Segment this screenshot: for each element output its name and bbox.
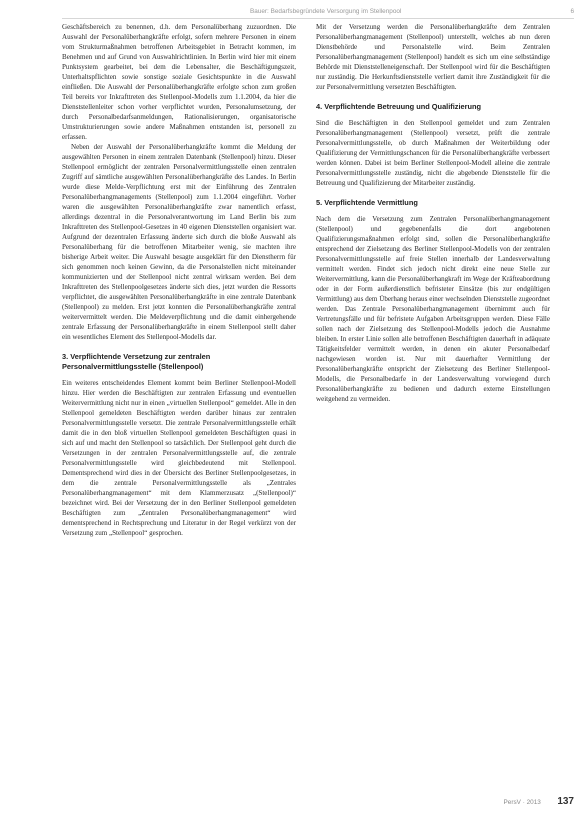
paragraph: Nach dem die Versetzung zum Zentralen Personalüberhangmanagement (Stellenpool) und gegebenenfalls die dort angebotenen Qualifizierungsmaßnahmen erfolgt sind, sollen die Personalüberhangkräfte entsprechend der Zielsetzung des Berliner Stellenpool-Modells von der zentralen Personalvermittlungsstelle auf freie Stellen innerhalb der Landesverwaltung vermittelt werden. Findet sich jedoch nicht direkt eine neue Stelle zur Weitervermittlung, kann die Personalüberhangkraft im Wege der Kräfteabordnung oder in der Form außerdienstlich befristeter Einsätze (bis zur endgültigen Vermittlung) aus dem Überhang heraus einer wechselnden Dienststelle zugeordnet werden. Das Zentrale Personalüberhangmanagement übernimmt auch für Vertretungsfälle und für befristete Aufgaben Arbeitsgruppen werden. Diese Fälle sollen nach der Zielsetzung des Stellenpool-Modells jedoch die Ausnahme bleiben. In erster Linie sollen alle betroffenen Beschäftigten dauerhaft in adäquate Tätigkeitsfelder vermittelt werden, in denen ein akuter Personalbedarf nachgewiesen worden ist. Nur mit dauerhafter Vermittlung der Personalüberhangkräfte entspricht der Zielsetzung des Berliner Stellenpool-Modells, die Personalbedarfe in der Landesverwaltung vorwiegend durch Personalüberhangkräfte zu bedienen und dadurch externe Einstellungen weitgehend zu vermeiden. [316, 215, 550, 403]
paragraph: Geschäftsbereich zu benennen, d.h. dem Personalüberhang zuzuordnen. Die Auswahl der Personalüberhangkräfte erfolgt, sofern mehrere Personen in einem vom Strukturmaßnahmen betroffenen Arbeitsgebiet in Betracht kommen, im Benehmen und auf Grund von Auswahlrichtlinien. In Berlin wird hier mit einem Punktsystem gearbeitet, bei dem die Lebensalter, die Beschäftigungszeit, Unterhaltspflichten sowie sonstige soziale Gesichtspunkte in die Auswahl einfließen. Die Auswahl der Personalüberhangkräfte erfolgte schon zum großen Teil bereits vor Inkrafttreten des Stellenpool-Modells zum 1.1.2004, da hier die Dienststellenleiter schon vorher verpflichtet wurden, Personalumsetzung, der durch Personalbedarfsanmeldungen, Rationalisierungen, organisatorische Umstrukturierungen sowie andere Maßnahmen entstanden ist, personell zu erfassen. [62, 23, 296, 141]
running-head-page: 6 [570, 8, 574, 15]
paragraph: Mit der Versetzung werden die Personalüberhangkräfte dem Zentralen Personalüberhangmanagement (Stellenpool) unterstellt, welches ab nun deren Dienstbehörde und Personalstelle wird. Beim Zentralen Personalüberhangmanagement (Stellenpool) handelt es sich um eine selbständige Behörde mit Dienststelleneigenschaft. Der Stellenpool wird für die Beschäftigten nur zuständig. Die Herkunftsdienststelle verliert damit ihre Zuständigkeit für die zur Personalvermittlung versetzten Beschäftigten. [316, 23, 550, 91]
header-rule [62, 18, 574, 19]
section-heading: 5. Verpflichtende Vermittlung [316, 198, 418, 207]
section-heading: 4. Verpflichtende Betreuung und Qualifizierung [316, 102, 482, 111]
section-heading: 3. Verpflichtende Versetzung zur zentralen Personalvermittlungsstelle (Stellenpool) [62, 352, 211, 371]
paragraph: Sind die Beschäftigten in den Stellenpool gemeldet und zum Zentralen Personalüberhangmanagement (Stellenpool) versetzt, prüft die zentrale Personalvermittlungsstelle, ob durch Maßnahmen der Weiterbildung oder Qualifizierung der Vermittlungschancen für die Personalüberhangkräfte verbessert werden können. Dabei ist beim Berliner Stellenpool-Modell alleine die zentrale Personalvermittlungsstelle zuständig, nicht die abgebende Dienststelle für die Betreuung und Qualifizierung der Mitarbeiter zuständig. [316, 119, 550, 187]
left-column [62, 22, 296, 538]
running-head-title: Bauer: Bedarfsbegründete Versorgung im Stellenpool [250, 8, 402, 15]
page-footer [504, 791, 574, 805]
paragraph: Neben der Auswahl der Personalüberhangkräfte kommt die Meldung der ausgewählten Personen in einem zentralen Datenbank (Stellenpool) hinzu. Dieser Stellenpool ermöglicht der zentralen Personalvermittlungsstelle einen zentralen Zugriff auf sämtliche ausgewählten Personalüberhangkräfte des Landes. In Berlin wurde diese Melde-Verpflichtung erst mit der Einführung des Zentralen Personalüberhangmanagements (Stellenpool) zum 1.1.2004 eingeführt. Vorher waren die ausgewählten Personalüberhangkräfte zwar namentlich erfasst, allerdings dezentral in die Personalverantwortung im Land Berlin bis zum Inkrafttreten des Stellenpool-Gesetzes in 40 eigenen Dienststellen organisiert war. Aufgrund der dezentralen Erfassung änderte sich durch die bloße Auswahl als Personalüberhang für die betroffenen Mitarbeiter wenig, sie machten ihre bisherige Arbeit weiter. Die Auswahl besagte ausgeklärt für den Dienstherrn für sich genommen noch keinen Gewinn, da die Personalstellen nicht miteinander kommunizierten und der Stellenpool nicht zentral wirksam werden. Bei dem Inkrafttreten des Stellenpoolgesetzes änderte sich dies, jetzt wurden die Ressorts verpflichtet, die ausgewählten Personalüberhangkräfte in eine zentrale Datenbank (Stellenpool) zu melden. Erst jetzt konnten die Personalüberhangkräfte zentral weitervermittelt werden. Die Meldeverpflichtung und die damit einhergehende zentrale Erfassung der Personalüberhangkräfte in einem Stellenpool stellt daher ein wesentliches Element des Stellenpool-Modells dar. [62, 143, 296, 341]
journal-name: PersV · 2013 [503, 799, 541, 806]
page-number: 137 [557, 796, 574, 807]
paragraph: Ein weiteres entscheidendes Element kommt beim Berliner Stellenpool-Modell hinzu. Hier werden die Beschäftigten zur zentralen Erfassung und eventuellen Weitervermittlung nicht nur in einen „virtuellen Stellenpool“ gemeldet. Alle in den Stellenpool gemeldeten Beschäftigten werden darüber hinaus zur zentralen Personalvermittlungsstelle versetzt. Die zentrale Personalvermittlungsstelle erhält damit die in den bloß virtuellen Stellenpool gemeldeten Beschäftigten quasi in sich auf und macht den Stellenpool so tatsächlich. Der Stellenpool geht durch die Versetzungen in der zentralen Personalvermittlungsstelle auf, die zentrale Personalvermittlungsstelle wird gleichbedeutend mit Stellenpool. Dementsprechend wird dies in der Übersicht des Berliner Stellenpoolgesetzes, in dem die zentrale Personalvermittlungsstelle als „Zentrales Personalüberhangmanagement“ mit dem Klammerzusatz „(Stellenpool)“ bezeichnet wird. Bei der Versetzung der in den Berliner Stellenpool gemeldeten Beschäftigten zum „Zentralen Personalüberhangmanagement“ wird dementsprechend in Rechtsprechung und Literatur in der Regel verkürzt von der Versetzung zum „Stellenpool“ gesprochen. [62, 379, 296, 537]
right-column [316, 22, 550, 404]
